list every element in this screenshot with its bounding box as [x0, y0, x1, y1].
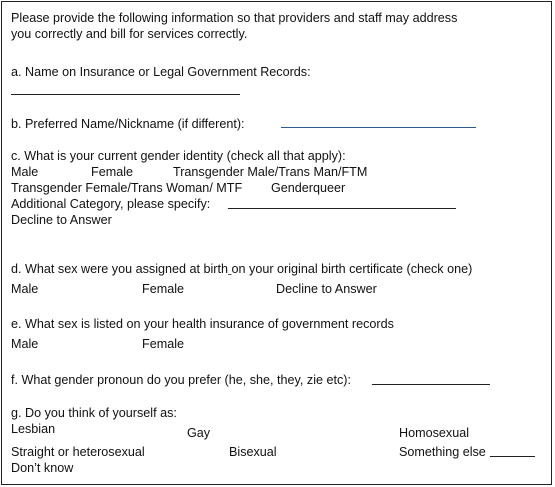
gender-identity-female-option[interactable]: Female [91, 165, 133, 179]
question-b-label: b. Preferred Name/Nickname (if different): [11, 117, 245, 131]
orientation-straight-option[interactable]: Straight or heterosexual [11, 445, 145, 459]
gender-identity-trans-male-option[interactable]: Transgender Male/Trans Man/FTM [173, 165, 368, 179]
intro-line-1: Please provide the following information so that providers and staff may address [11, 11, 458, 25]
question-d-label-part2: on your original birth certificate (check one) [231, 262, 473, 276]
records-sex-female-option[interactable]: Female [142, 337, 184, 351]
question-d-label-part1: d. What sex were you assigned at birth [11, 262, 229, 276]
orientation-lesbian-option[interactable]: Lesbian [11, 422, 56, 436]
gender-identity-decline-option[interactable]: Decline to Answer [11, 213, 112, 227]
orientation-bisexual-option[interactable]: Bisexual [229, 445, 277, 459]
gender-identity-male-option[interactable]: Male [11, 165, 39, 179]
gender-identity-additional-option[interactable]: Additional Category, please specify: [11, 197, 211, 211]
gender-identity-trans-female-option[interactable]: Transgender Female/Trans Woman/ MTF [11, 181, 243, 195]
pronoun-field[interactable] [372, 384, 490, 385]
orientation-homosexual-option[interactable]: Homosexual [399, 426, 469, 440]
question-c-label: c. What is your current gender identity (check all that apply): [11, 149, 346, 163]
gender-identity-genderqueer-option[interactable]: Genderqueer [271, 181, 346, 195]
orientation-something-else-option[interactable]: Something else [399, 445, 486, 459]
records-sex-male-option[interactable]: Male [11, 337, 39, 351]
orientation-gay-option[interactable]: Gay [187, 426, 211, 440]
additional-category-field[interactable] [228, 208, 456, 209]
preferred-name-field[interactable] [281, 127, 476, 128]
orientation-dont-know-option[interactable]: Don’t know [11, 461, 74, 475]
question-g-label: g. Do you think of yourself as: [11, 406, 177, 420]
intro-line-2: you correctly and bill for services correctly. [11, 27, 248, 41]
birth-sex-female-option[interactable]: Female [142, 282, 184, 296]
something-else-field[interactable] [490, 456, 535, 457]
question-e-label: e. What sex is listed on your health insurance of government records [11, 317, 394, 331]
legal-name-field[interactable] [11, 94, 240, 95]
question-a-label: a. Name on Insurance or Legal Government Records: [11, 65, 311, 79]
question-d-label [11, 261, 472, 277]
birth-sex-decline-option[interactable]: Decline to Answer [276, 282, 377, 296]
birth-sex-male-option[interactable]: Male [11, 282, 39, 296]
question-f-label: f. What gender pronoun do you prefer (he, she, they, zie etc): [11, 373, 351, 387]
